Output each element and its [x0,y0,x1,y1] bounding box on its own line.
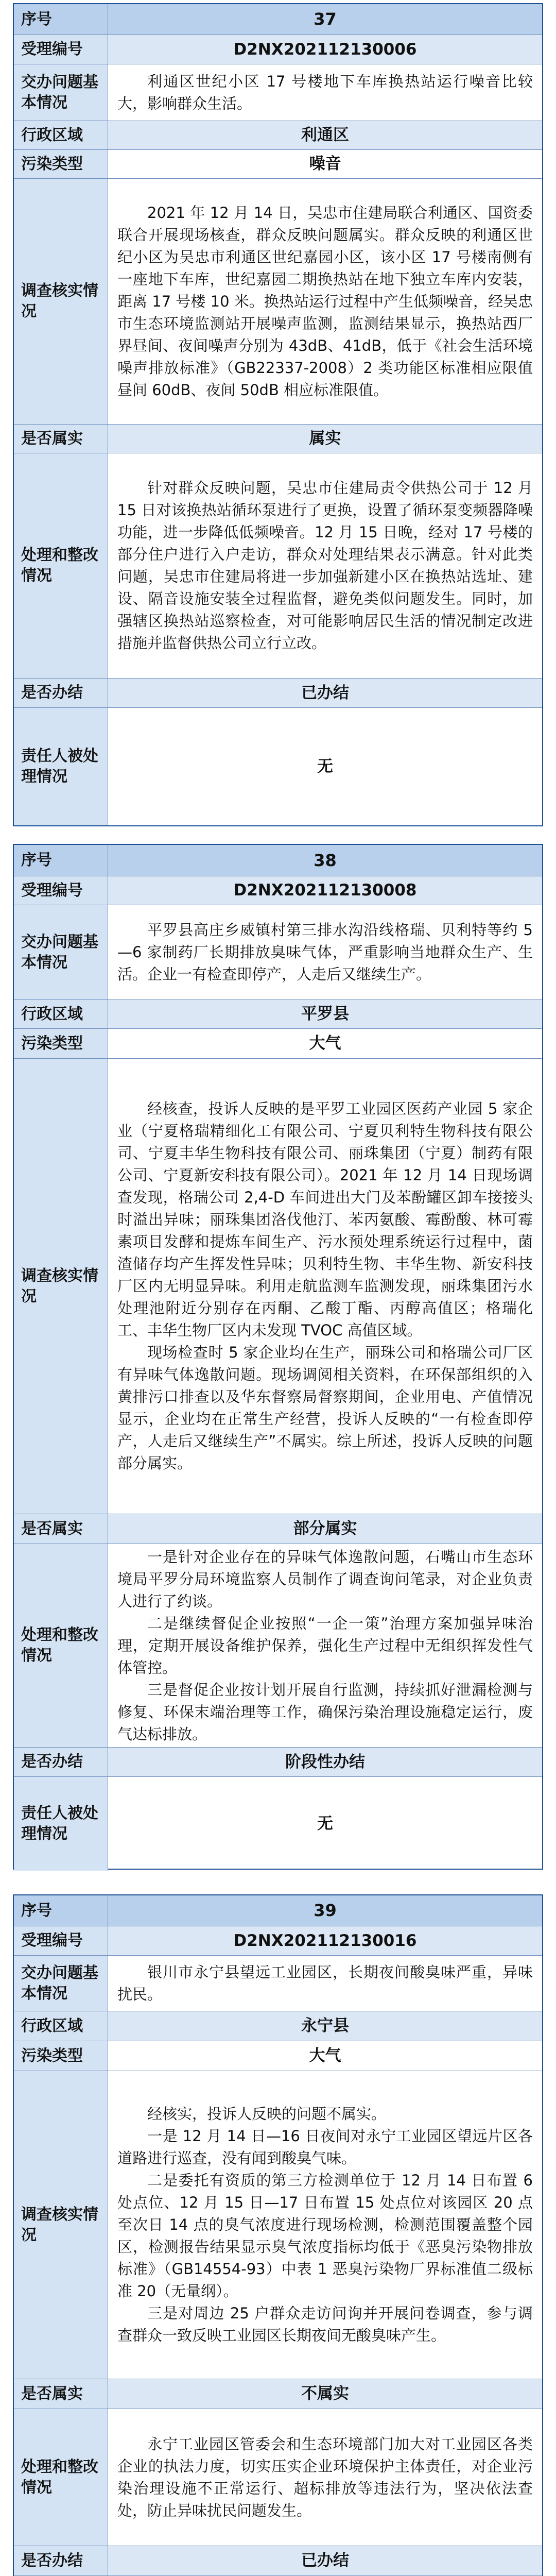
value-handling [108,1544,542,1747]
value-issue [108,64,542,121]
value-seq: 38 [108,845,542,876]
value-region: 利通区 [108,121,542,149]
label-handling: 处理和整改情况 [14,1544,108,1747]
label-case-no: 受理编号 [14,876,108,905]
label-investigation: 调查核实情况 [14,1059,108,1514]
investigation-paragraph: 经核实，投诉人反映的问题不属实。 [147,2105,387,2123]
value-seq: 37 [108,4,542,35]
value-issue [108,905,542,999]
row-accountability [14,1777,542,1871]
label-pollution: 污染类型 [14,150,108,178]
label-case-no: 受理编号 [14,1926,108,1955]
investigation-paragraph: 现场检查时 5 家企业均在生产，丽珠公司和格瑞公司厂区有异味气体逸散问题。现场调阅相关资料，在环保部组织的入黄排污口排查以及华东督察局督察期间，企业用电、产值情况显示，企业均在正常生产经营，投诉人反映的“一有检查即停产，人走后又继续生产”不属实。综上所述，投诉人反映的问题部分属实。 [117,1344,533,1472]
label-closed: 是否办结 [14,2546,108,2575]
label-closed: 是否办结 [14,679,108,707]
value-closed: 已办结 [108,679,542,707]
value-pollution: 大气 [309,1034,341,1053]
label-seq: 序号 [14,4,108,35]
investigation-paragraph: 一是 12 月 14 日—16 日夜间对永宁工业园区望远片区各道路进行巡查，没有闻到酸臭气味。 [117,2127,533,2167]
value-pollution: 噪音 [309,155,341,173]
label-seq: 序号 [14,845,108,876]
row-region [14,2011,542,2041]
label-issue: 交办问题基本情况 [14,1956,108,2011]
row-region [14,1000,542,1029]
row-accountability [14,708,542,825]
issue-text: 平罗县高庄乡威镇村第三排水沟沿线格瑞、贝利特等约 5—6 家制药厂长期排放臭味气体，严重影响当地群众生产、生活。企业一有检查即停产，人走后又继续生产。 [117,921,533,983]
row-verified [14,2379,542,2409]
label-region: 行政区域 [14,121,108,149]
case-table-39 [13,1894,543,2576]
label-investigation: 调查核实情况 [14,179,108,424]
label-region: 行政区域 [14,2011,108,2041]
value-seq: 39 [108,1895,542,1926]
value-investigation [108,2071,542,2379]
row-verified [14,425,542,453]
handling-paragraph: 三是督促企业按计划开展自行监测，持续抓好泄漏检测与修复、环保末端治理等工作，确保污染治理设施稳定运行，废气达标排放。 [117,1681,533,1743]
label-accountability: 责任人被处理情况 [14,1777,108,1871]
value-case-no: D2NX202112130016 [108,1926,542,1955]
value-handling [108,2409,542,2546]
label-seq: 序号 [14,1895,108,1926]
row-case-no [14,876,542,905]
value-closed: 已办结 [108,2546,542,2575]
value-verified: 属实 [108,425,542,453]
label-handling: 处理和整改情况 [14,2409,108,2546]
label-verified: 是否属实 [14,1514,108,1544]
label-case-no: 受理编号 [14,35,108,64]
row-closed [14,2546,542,2576]
value-pollution: 大气 [309,2046,341,2065]
value-accountability: 无 [317,757,333,776]
value-handling [108,453,542,678]
handling-paragraph: 二是继续督促企业按照“一企一策”治理方案加强异味治理，定期开展设备维护保养，强化生产过程中无组织挥发性气体管控。 [117,1614,533,1676]
row-closed [14,679,542,708]
row-region [14,121,542,150]
row-handling [14,2409,542,2546]
row-pollution [14,1029,542,1059]
value-region: 永宁县 [108,2011,542,2041]
label-closed: 是否办结 [14,1748,108,1776]
label-investigation: 调查核实情况 [14,2071,108,2379]
issue-text: 银川市永宁县望远工业园区，长期夜间酸臭味严重，异味扰民。 [117,1963,533,2003]
label-verified: 是否属实 [14,425,108,453]
handling-paragraph: 永宁工业园区管委会和生态环境部门加大对工业园区各类企业的执法力度，切实压实企业环境保护主体责任，对企业污染治理设施不正常运行、超标排放等违法行为，坚决依法查处，防止异味扰民问题发生。 [117,2435,533,2519]
row-investigation [14,179,542,425]
investigation-paragraph: 经核查，投诉人反映的是平罗工业园区医药产业园 5 家企业（宁夏格瑞精细化工有限公司、宁夏贝利特生物科技有限公司、宁夏丰华生物科技有限公司、丽珠集团（宁夏）制药有限公司、宁夏新安科技有限公司）。2021 年 12 月 14 日现场调查发现，格瑞公司 2,4-D 车间进出大门及苯酚罐区卸车接接头时溢出异味；丽珠集团洛伐他汀、苯丙氨酸、霉酚酸、林可霉素项目发酵和提炼车间生产、污水预处理系统运行过程中，菌渣储存均产生挥发性异味；贝利特生物、丰华生物、新安科技厂区内无明显异味。利用走航监测车监测发现，丽珠集团污水处理池附近分别存在丙酮、乙酸丁酯、丙醇高值区；格瑞化工、丰华生物厂区内未发现 TVOC 高值区域。 [117,1100,533,1339]
value-region: 平罗县 [108,1000,542,1028]
case-table-37 [13,3,543,826]
issue-text: 利通区世纪小区 17 号楼地下车库换热站运行噪音比较大，影响群众生活。 [117,72,533,112]
row-case-no [14,1926,542,1956]
value-verified: 不属实 [108,2379,542,2409]
row-pollution [14,2041,542,2071]
value-issue [108,1956,542,2011]
investigation-paragraph: 二是委托有资质的第三方检测单位于 12 月 14 日布置 6 处点位、12 月 15 日—17 日布置 15 处点位对该园区 20 点至次日 14 点的臭气浓度进行现场检测，检测范围覆盖整个园区，检测报告结果显示臭气浓度指标均低于《恶臭污染物排放标准》（GB14554-93）中表 1 恶臭污染物厂界标准值二级标准 20（无量纲）。 [117,2172,533,2300]
label-accountability: 责任人被处理情况 [14,708,108,825]
case-table-38 [13,844,543,1870]
row-investigation [14,1059,542,1514]
row-handling [14,1544,542,1748]
row-seq [14,1895,542,1926]
row-handling [14,453,542,679]
row-issue [14,64,542,121]
value-investigation [108,179,542,424]
handling-paragraph: 一是针对企业存在的异味气体逸散问题，石嘴山市生态环境局平罗分局环境监察人员制作了调查询问笔录，对企业负责人进行了约谈。 [117,1548,533,1610]
investigation-paragraph: 三是对周边 25 户群众走访问询并开展问卷调查，参与调查群众一致反映工业园区长期夜间无酸臭味产生。 [117,2304,533,2344]
row-seq [14,4,542,35]
value-investigation [108,1059,542,1514]
row-closed [14,1748,542,1777]
label-verified: 是否属实 [14,2379,108,2409]
label-issue: 交办问题基本情况 [14,64,108,121]
value-case-no: D2NX202112130008 [108,876,542,905]
investigation-paragraph: 2021 年 12 月 14 日，吴忠市住建局联合利通区、国资委联合开展现场核查，群众反映问题属实。群众反映的利通区世纪小区为吴忠市利通区世纪嘉园小区，该小区 17 号楼南侧有一座地下车库，世纪嘉园二期换热站在地下独立车库内安装，距离 17 号楼 10 米。换热站运行过程中产生低频噪音，经吴忠市生态环境监测站开展噪声监测，监测结果显示，换热站西厂界昼间、夜间噪声分别为 43dB、41dB，低于《社会生活环境噪声排放标准》（GB22337-2008）2 类功能区标准相应限值昼间 60dB、夜间 50dB 相应标准限值。 [117,204,533,399]
row-case-no [14,35,542,64]
value-case-no: D2NX202112130006 [108,35,542,64]
label-issue: 交办问题基本情况 [14,905,108,999]
handling-paragraph: 针对群众反映问题，吴忠市住建局责令供热公司于 12 月 15 日对该换热站循环泵进行了更换，设置了循环泵变频器降噪功能，进一步降低低频噪音。12 月 15 日晚，经对 17 号楼的部分住户进行入户走访，群众对处理结果表示满意。针对此类问题，吴忠市住建局将进一步加强新建小区在换热站选址、建设、隔音设施安装全过程监督，避免类似问题发生。同时，加强辖区换热站巡察检查，对可能影响居民生活的情况制定改进措施并监督供热公司立行立改。 [117,479,533,652]
row-investigation [14,2071,542,2379]
row-seq [14,845,542,876]
label-handling: 处理和整改情况 [14,453,108,678]
value-closed: 阶段性办结 [108,1748,542,1776]
label-region: 行政区域 [14,1000,108,1028]
row-pollution [14,150,542,179]
value-verified: 部分属实 [108,1514,542,1544]
row-verified [14,1514,542,1544]
row-issue [14,1956,542,2011]
value-accountability: 无 [317,1814,333,1833]
label-pollution: 污染类型 [14,2041,108,2071]
label-pollution: 污染类型 [14,1029,108,1058]
row-issue [14,905,542,1000]
